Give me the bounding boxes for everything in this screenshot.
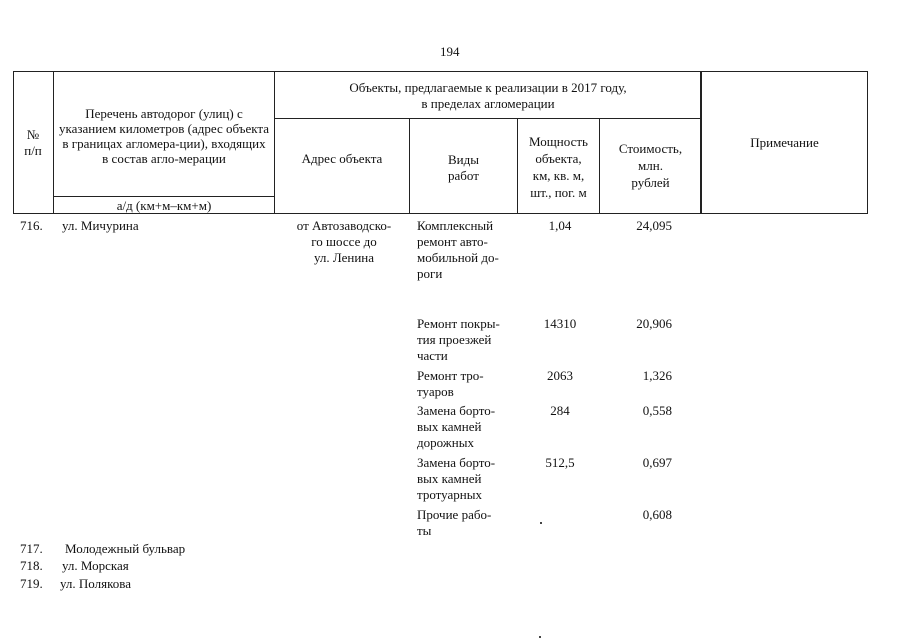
work-type: Ремонт тро- туаров [417,368,484,399]
road-name: ул. Полякова [60,576,131,591]
row-number: 719. [20,576,43,591]
page-number: 194 [440,44,460,59]
row-number: 717. [20,541,43,556]
header-line [274,118,701,119]
header-objects-group: Объекты, предлагаемые к реализации в 2017 году, в пределах агломерации [349,80,627,111]
scan-speck [540,522,542,524]
work-cost: 20,906 [636,316,672,331]
header-num: № п/п [24,127,42,158]
header-works: Виды работ [448,152,479,183]
work-capacity: 14310 [543,316,577,331]
work-cost: 24,095 [636,218,672,233]
header-cost: Стоимость, млн. рублей [618,140,683,190]
header-line [53,71,54,214]
header-line [701,71,867,72]
row-number: 718. [20,558,43,573]
work-type: Прочие рабо- ты [417,507,492,538]
work-cost: 1,326 [642,368,672,383]
work-capacity: 512,5 [545,455,575,470]
header-line [701,213,867,214]
work-type: Комплексный ремонт авто- мобильной до- роги [417,218,499,281]
work-capacity: 284 [550,403,570,418]
work-type: Ремонт покры- тия проезжей части [417,316,500,363]
work-cost: 0,608 [642,507,672,522]
road-name: ул. Морская [62,558,129,573]
road-name: ул. Мичурина [62,218,139,233]
row-number: 716. [20,218,43,233]
header-capacity: Мощность объекта, км, кв. м, шт., пог. м [529,134,588,200]
work-type: Замена борто- вых камней дорожных [417,403,496,450]
header-roads-sub: а/д (км+м–км+м) [116,198,212,213]
header-note: Примечание [750,135,819,150]
work-capacity: 2063 [547,368,573,383]
header-address: Адрес объекта [301,151,383,166]
scan-speck [539,636,541,638]
work-cost: 0,697 [642,455,672,470]
work-type: Замена борто- вых камней тротуарных [417,455,496,502]
work-cost: 0,558 [642,403,672,418]
road-name: Молодежный бульвар [65,541,186,556]
header-line [867,71,868,214]
header-roads: Перечень автодорог (улиц) с указанием километров (адрес объекта в границах агломера-ции), входящих в состав агло-мерации [58,106,270,166]
object-address: от Автозаводско- го шоссе до ул. Ленина [296,218,392,265]
work-capacity: 1,04 [548,218,572,233]
